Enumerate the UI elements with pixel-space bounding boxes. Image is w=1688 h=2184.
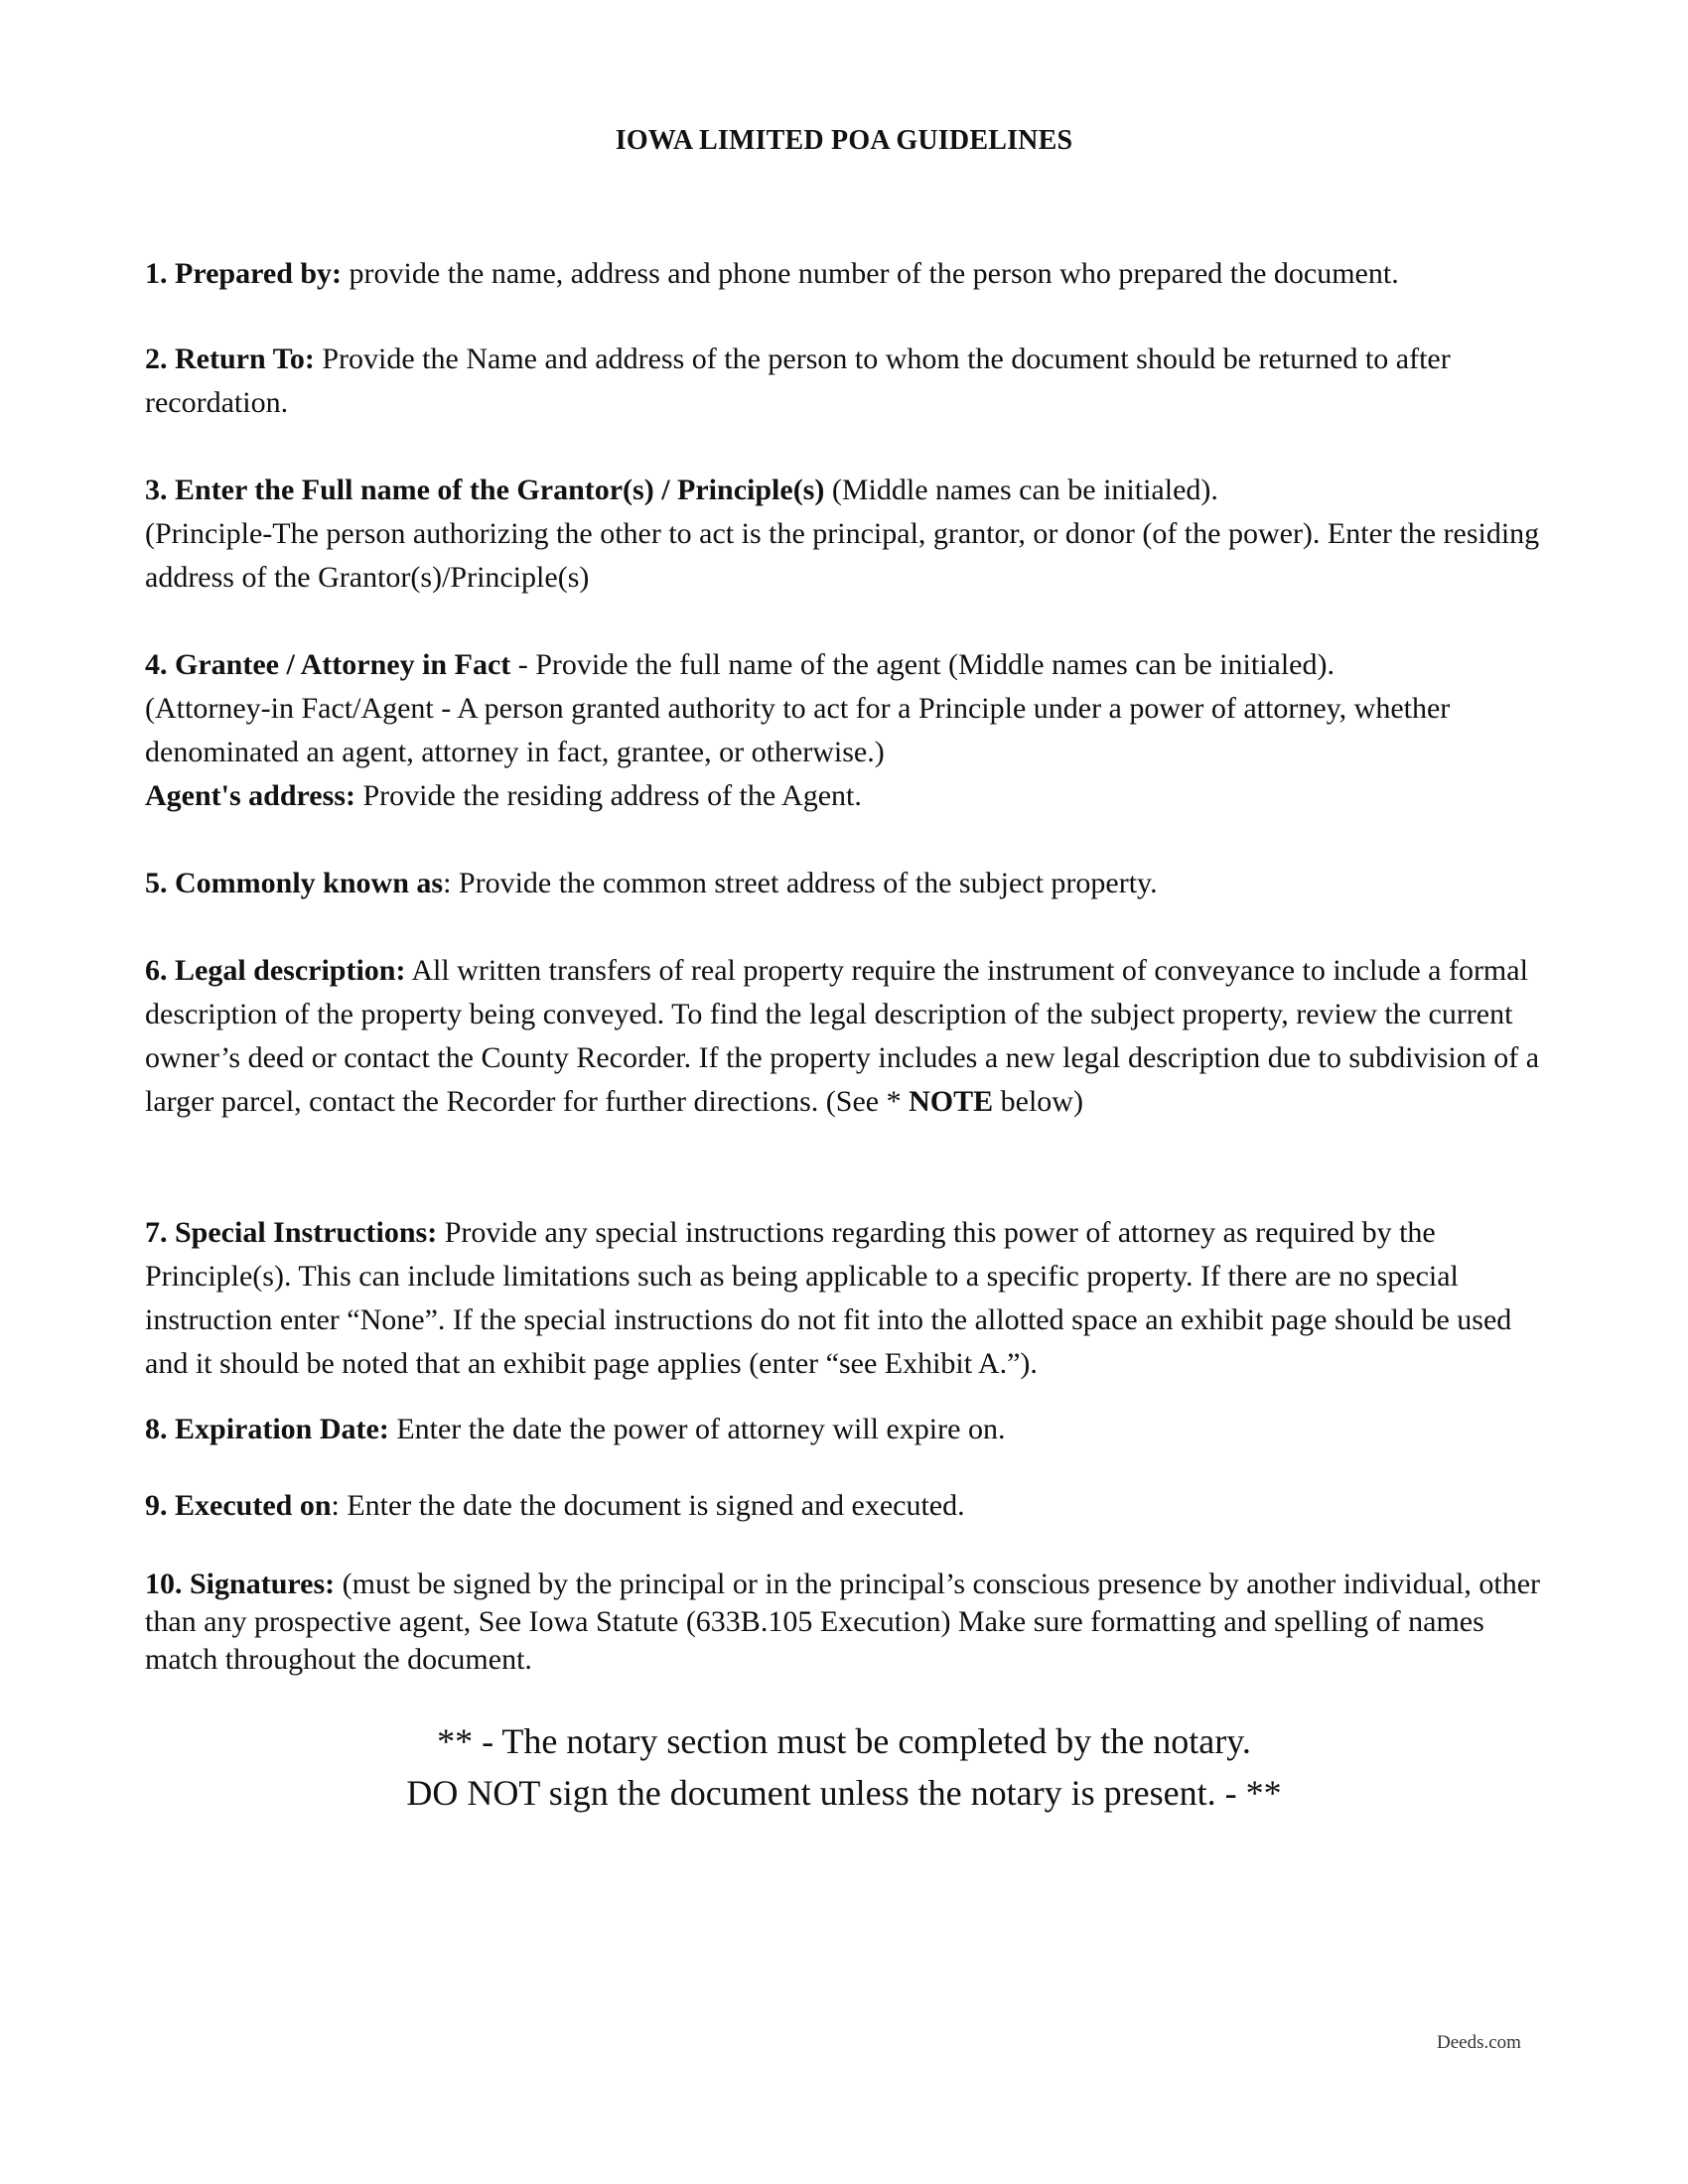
item-heading: 7. Special Instructions: bbox=[145, 1216, 438, 1249]
guideline-item-grantee bbox=[145, 643, 1555, 818]
item-text: : Enter the date the document is signed and executed. bbox=[331, 1489, 965, 1522]
item-text: (Principle-The person authorizing the other to act is the principal, grantor, or donor (of the power). Enter the residing address of the Grantor(s)/Principle(s) bbox=[145, 517, 1540, 594]
notary-notice bbox=[0, 1715, 1688, 1819]
item-text: Provide the residing address of the Agent. bbox=[354, 779, 862, 812]
item-heading: 9. Executed on bbox=[145, 1489, 332, 1522]
note-label: NOTE bbox=[909, 1085, 994, 1118]
guideline-item-commonly-known bbox=[145, 862, 1555, 905]
notary-notice-line-2: DO NOT sign the document unless the notary is present. - ** bbox=[406, 1773, 1282, 1813]
item-text: Provide the Name and address of the person to whom the document should be returned to after recordation. bbox=[145, 342, 1451, 419]
item-heading: 6. Legal description: bbox=[145, 954, 406, 987]
item-text: : Provide the common street address of the subject property. bbox=[443, 867, 1158, 899]
item-heading: 2. Return To: bbox=[145, 342, 315, 375]
item-heading: 5. Commonly known as bbox=[145, 867, 444, 899]
document-title: IOWA LIMITED POA GUIDELINES bbox=[615, 125, 1073, 156]
item-text: - Provide the full name of the agent (Middle names can be initialed). bbox=[510, 648, 1335, 681]
item-text: Enter the date the power of attorney will expire on. bbox=[388, 1413, 1006, 1445]
item-heading: 1. Prepared by: bbox=[145, 257, 343, 290]
guideline-item-prepared-by bbox=[145, 252, 1555, 296]
notary-notice-line-1: ** - The notary section must be completed by the notary. bbox=[437, 1721, 1251, 1761]
item-text: (must be signed by the principal or in the principal’s conscious presence by another individual, other than any prospective agent, See Iowa Statute (633B.105 Execution) Make sure formatting and spelling of names match throughout the document. bbox=[145, 1568, 1540, 1676]
guideline-item-special-instructions bbox=[145, 1211, 1555, 1386]
item-heading: Agent's address: bbox=[145, 779, 355, 812]
guideline-item-expiration-date bbox=[145, 1408, 1555, 1451]
guideline-item-signatures bbox=[145, 1566, 1555, 1679]
guideline-item-legal-description bbox=[145, 949, 1555, 1124]
item-text: All written transfers of real property require the instrument of conveyance to include a formal description of the property being conveyed. To find the legal description of the subject property, review the current owner’s deed or contact the County Recorder. If the property includes a new legal description due to subdivision of a larger parcel, contact the Recorder for further directions. (See * bbox=[145, 954, 1540, 1118]
guideline-item-grantor bbox=[145, 469, 1555, 600]
item-text: Provide any special instructions regarding this power of attorney as required by the Principle(s). This can include limitations such as being applicable to a specific property. If there are no special instruction enter “None”. If the special instructions do not fit into the allotted space an exhibit page should be used and it should be noted that an exhibit page applies (enter “see Exhibit A.”). bbox=[145, 1216, 1512, 1380]
item-heading: 4. Grantee / Attorney in Fact bbox=[145, 648, 511, 681]
item-heading: 8. Expiration Date: bbox=[145, 1413, 389, 1445]
item-heading: 10. Signatures: bbox=[145, 1568, 336, 1600]
guideline-item-executed-on bbox=[145, 1484, 1555, 1528]
item-text: provide the name, address and phone number of the person who prepared the document. bbox=[342, 257, 1399, 290]
guideline-item-return-to bbox=[145, 338, 1555, 425]
item-text: (Middle names can be initialed). bbox=[824, 474, 1218, 506]
item-text: (Attorney-in Fact/Agent - A person granted authority to act for a Principle under a power of attorney, whether denominated an agent, attorney in fact, grantee, or otherwise.) bbox=[145, 692, 1451, 768]
item-text: below) bbox=[993, 1085, 1083, 1118]
footer-brand: Deeds.com bbox=[1437, 2032, 1521, 2053]
item-heading: 3. Enter the Full name of the Grantor(s) / Principle(s) bbox=[145, 474, 825, 506]
